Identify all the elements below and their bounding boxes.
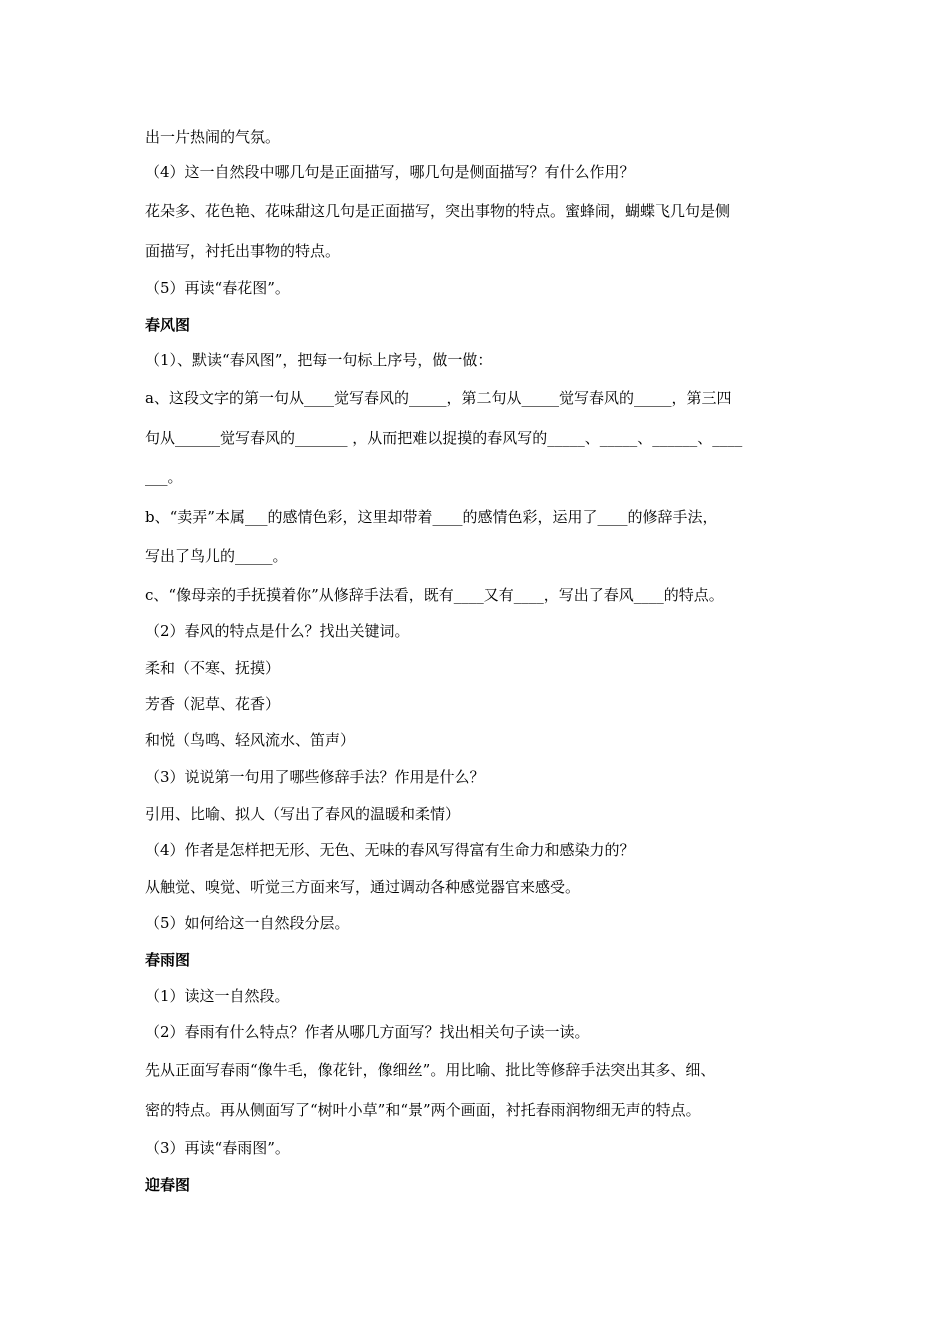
question-line: （5）如何给这一自然段分层。: [145, 914, 350, 932]
question-line: （5）再读“春花图”。: [145, 279, 290, 297]
answer-line: 先从正面写春雨“像牛毛，像花针，像细丝”。用比喻、批比等修辞手法突出其多、细、: [145, 1061, 716, 1079]
question-line: （4）作者是怎样把无形、无色、无味的春风写得富有生命力和感染力的？: [145, 841, 635, 859]
exercise-line: a、这段文字的第一句从____觉写春风的_____，第二句从_____觉写春风的_____，第三四: [145, 389, 732, 407]
exercise-line: 写出了鸟儿的_____。: [145, 547, 288, 565]
section-heading: 春风图: [145, 316, 191, 334]
section-heading: 春雨图: [145, 951, 191, 969]
answer-line: 花朵多、花色艳、花味甜这几句是正面描写，突出事物的特点。蜜蜂闹，蝴蝶飞几句是侧: [145, 202, 731, 220]
section-heading: 迎春图: [145, 1176, 191, 1194]
answer-line: 面描写，衬托出事物的特点。: [145, 242, 341, 260]
question-line: （3）再读“春雨图”。: [145, 1139, 290, 1157]
answer-line: 柔和（不寒、抚摸）: [145, 659, 281, 677]
question-line: （2）春雨有什么特点？作者从哪几方面写？找出相关句子读一读。: [145, 1023, 590, 1041]
question-line: （1）、默读“春风图”，把每一句标上序号，做一做：: [145, 351, 493, 369]
question-line: （2）春风的特点是什么？找出关键词。: [145, 622, 410, 640]
exercise-line: ___。: [145, 468, 183, 486]
question-line: （3）说说第一句用了哪些修辞手法？作用是什么？: [145, 768, 485, 786]
paragraph-line: 出一片热闹的气氛。: [145, 128, 281, 146]
question-line: （4）这一自然段中哪几句是正面描写，哪几句是侧面描写？有什么作用？: [145, 163, 635, 181]
answer-line: 和悦（鸟鸣、轻风流水、笛声）: [145, 731, 356, 749]
answer-line: 引用、比喻、拟人（写出了春风的温暖和柔情）: [145, 805, 461, 823]
exercise-line: 句从______觉写春风的_______ ，从而把难以捉摸的春风写的_____、_____、______、____: [145, 429, 743, 447]
exercise-line: c、“像母亲的手抚摸着你”从修辞手法看，既有____又有____，写出了春风____的特点。: [145, 586, 724, 604]
answer-line: 芳香（泥草、花香）: [145, 695, 281, 713]
answer-line: 从触觉、嗅觉、听觉三方面来写，通过调动各种感觉器官来感受。: [145, 878, 581, 896]
question-line: （1）读这一自然段。: [145, 987, 290, 1005]
answer-line: 密的特点。再从侧面写了“树叶小草”和“景”两个画面，衬托春雨润物细无声的特点。: [145, 1101, 701, 1119]
exercise-line: b、“卖弄”本属___的感情色彩，这里却带着____的感情色彩，运用了____的修辞手法，: [145, 508, 718, 526]
